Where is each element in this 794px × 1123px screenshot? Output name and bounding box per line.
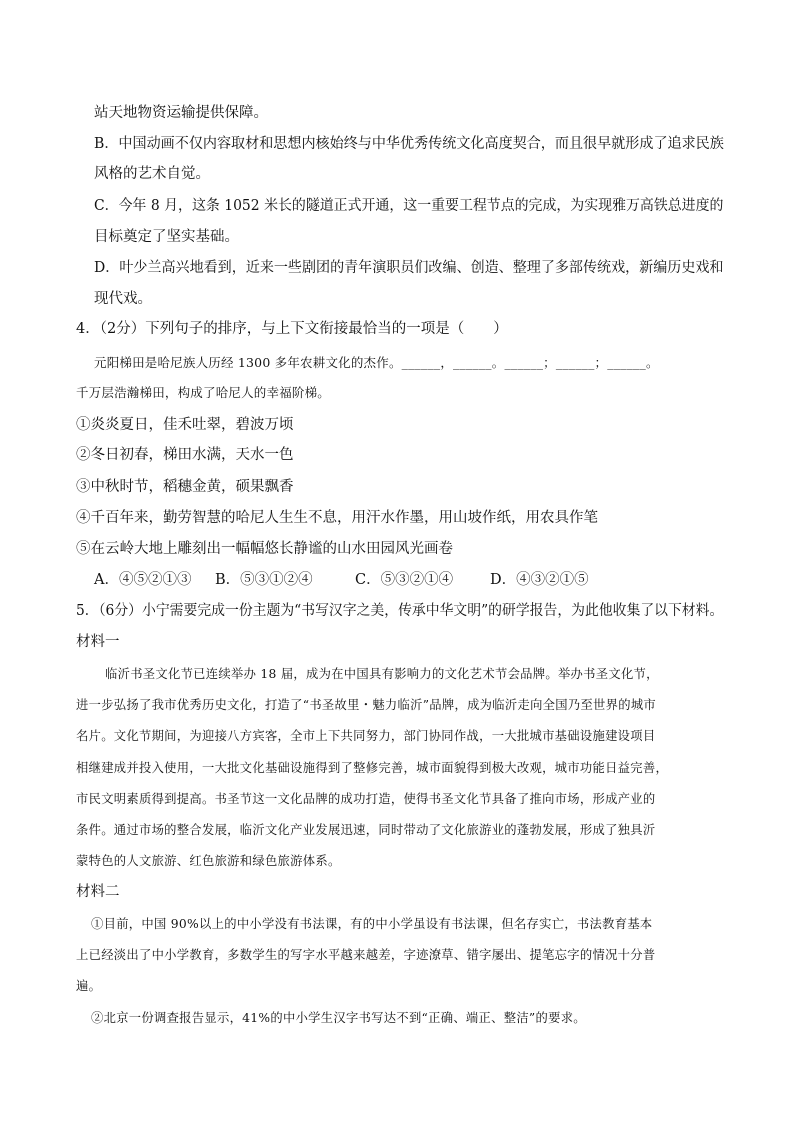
q4-sentence-2: ②冬日初春，梯田水满，天水一色: [76, 447, 294, 463]
q5-stem: 5．（6分）小宁需要完成一份主题为“书写汉字之美，传承中华文明”的研学报告，为此他收集了以下材料。: [76, 603, 724, 619]
q4-option-c[interactable]: C．⑤③②①④: [355, 572, 454, 588]
q3-option-c-continuation: 目标奠定了坚实基础。: [94, 229, 239, 245]
q4-sentence-4: ④千百年来，勤劳智慧的哈尼人生生不息，用汗水作墨，用山坡作纸，用农具作笔: [76, 510, 598, 526]
q4-option-a[interactable]: A．④⑤②①③: [94, 572, 192, 588]
q4-sentence-1: ①炎炎夏日，佳禾吐翠，碧波万顷: [76, 417, 294, 433]
material-2-line: ②北京一份调查报告显示，41%的中小学生汉字书写达不到“正确、端正、整洁”的要求。: [91, 1011, 586, 1025]
material-1-line: 蒙特色的人文旅游、红色旅游和绿色旅游体系。: [76, 854, 341, 868]
material-1-line: 名片。文化节期间，为迎接八方宾客，全市上下共同努力，部门协同作战，一大批城市基础设施建设项目: [76, 729, 656, 743]
q3-option-b: B．中国动画不仅内容取材和思想内核始终与中华优秀传统文化高度契合，而且很早就形成了追求民族: [94, 136, 724, 152]
material-1-line: 临沂书圣文化节已连续举办 18 届，成为在中国具有影响力的文化艺术节会品牌。举办书圣文化节，: [105, 667, 659, 681]
q3-option-c: C．今年 8 月，这条 1052 米长的隧道正式开通，这一重要工程节点的完成，为实现雅万高铁总进度的: [94, 198, 724, 214]
q3-option-d-continuation: 现代戏。: [94, 291, 152, 307]
q4-option-d[interactable]: D．④③②①⑤: [490, 572, 589, 588]
material-2-label: 材料二: [76, 884, 120, 900]
q4-sentence-5: ⑤在云岭大地上雕刻出一幅幅悠长静谧的山水田园风光画卷: [76, 541, 453, 557]
q3-option-b-continuation: 风格的艺术自觉。: [94, 166, 210, 182]
material-2-line: ①目前，中国 90%以上的中小学没有书法课，有的中小学虽设有书法课，但名存实亡，书法教育基本: [91, 917, 653, 931]
q3-option-a-continuation: 站天地物资运输提供保障。: [94, 105, 268, 121]
q4-stem: 4．（2分）下列句子的排序，与上下文衔接最恰当的一项是（ ）: [76, 321, 508, 337]
material-1-line: 市民文明素质得到提高。书圣节这一文化品牌的成功打造，使得书圣文化节具备了推向市场，形成产业的: [76, 792, 656, 806]
q4-option-b[interactable]: B．⑤③①②④: [215, 572, 313, 588]
material-1-line: 相继建成并投入使用，一大批文化基础设施得到了整修完善，城市面貌得到极大改观，城市功能日益完善，: [76, 761, 669, 775]
material-2-line: 遍。: [76, 979, 102, 993]
q4-context-line-1: 元阳梯田是哈尼族人历经 1300 多年农耕文化的杰作。______，______。______；______；______。: [94, 355, 659, 370]
material-1-line: 进一步弘扬了我市优秀历史文化，打造了“书圣故里・魅力临沂”品牌，成为临沂走向全国乃至世界的城市: [76, 698, 657, 712]
q3-option-d: D．叶少兰高兴地看到，近来一些剧团的青年演职员们改编、创造、整理了多部传统戏，新编历史戏和: [94, 260, 724, 276]
q4-sentence-3: ③中秋时节，稻穗金黄，硕果飘香: [76, 479, 294, 495]
material-1-label: 材料一: [76, 634, 120, 650]
material-1-line: 条件。通过市场的整合发展，临沂文化产业发展迅速，同时带动了文化旅游业的蓬勃发展，形成了独具沂: [76, 823, 656, 837]
q4-context-line-2: 千万层浩瀚梯田，构成了哈尼人的幸福阶梯。: [76, 385, 331, 400]
material-2-line: 上已经淡出了中小学教育，多数学生的写字水平越来越差，字迹潦草、错字屡出、提笔忘字的情况十分普: [76, 948, 656, 962]
